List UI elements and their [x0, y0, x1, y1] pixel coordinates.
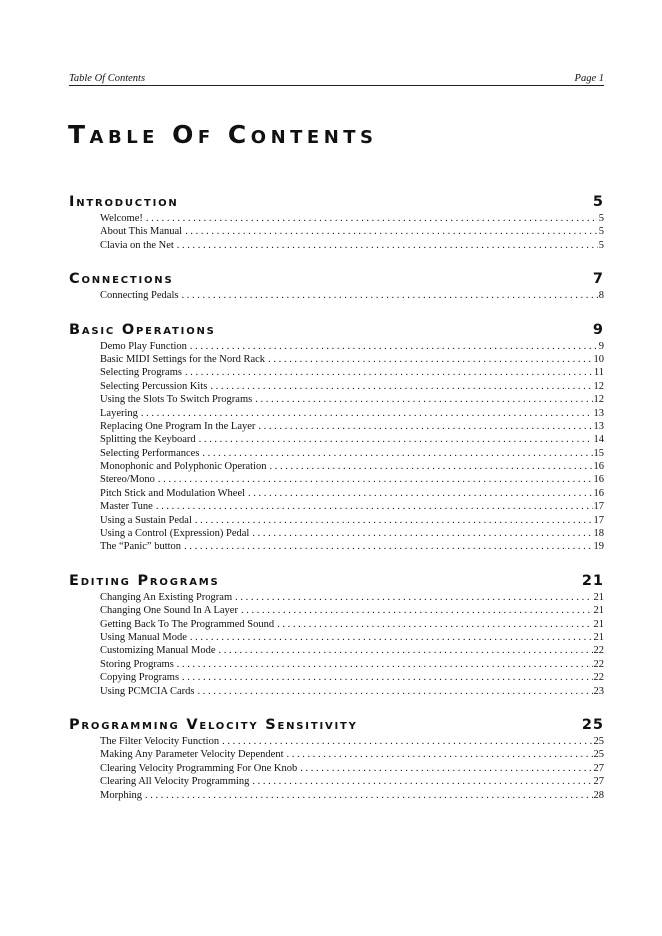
toc-section: [69, 193, 604, 252]
entry-page-number: 16: [593, 474, 604, 486]
section-heading[interactable]: [69, 321, 604, 340]
entry-label: Using a Sustain Pedal: [100, 514, 192, 526]
dot-leader: [252, 527, 592, 540]
entry-label: Connecting Pedals: [100, 290, 179, 302]
entry-label: Morphing: [100, 789, 142, 801]
entry-page-number: 25: [593, 749, 604, 761]
toc-entry[interactable]: [100, 366, 604, 379]
toc-section: [69, 270, 604, 302]
entry-page-number: 27: [593, 762, 604, 774]
entry-label: Using a Control (Expression) Pedal: [100, 528, 250, 540]
dot-leader: [235, 591, 592, 604]
dot-leader: [199, 433, 593, 446]
toc-entry[interactable]: [100, 473, 604, 486]
dot-leader: [190, 631, 593, 644]
section-title: Programming Velocity Sensitivity: [69, 716, 358, 733]
entry-label: Welcome!: [100, 213, 143, 224]
table-of-contents: [69, 193, 604, 820]
dot-leader: [222, 735, 592, 748]
entry-page-number: 12: [593, 380, 604, 392]
dot-leader: [177, 658, 593, 671]
entry-page-number: 21: [593, 618, 604, 630]
dot-leader: [181, 289, 597, 302]
dot-leader: [177, 239, 598, 252]
toc-entry[interactable]: [100, 353, 604, 366]
toc-entry[interactable]: [100, 447, 604, 460]
entry-page-number: 21: [593, 605, 604, 617]
toc-entry[interactable]: [100, 393, 604, 406]
toc-entry[interactable]: [100, 500, 604, 513]
toc-entry[interactable]: [100, 420, 604, 433]
entry-page-number: 17: [593, 501, 604, 513]
section-heading[interactable]: [69, 716, 604, 735]
entry-label: Selecting Percussion Kits: [100, 380, 208, 392]
section-heading[interactable]: [69, 270, 604, 289]
toc-entry[interactable]: [100, 735, 604, 748]
toc-entry[interactable]: [100, 658, 604, 671]
entry-label: Getting Back To The Programmed Sound: [100, 618, 275, 630]
entry-page-number: 5: [598, 239, 604, 251]
toc-entry[interactable]: [100, 212, 604, 225]
toc-entry[interactable]: [100, 487, 604, 500]
toc-entry[interactable]: [100, 289, 604, 302]
entry-label: Changing One Sound In A Layer: [100, 605, 238, 617]
entry-label: Changing An Existing Program: [100, 591, 233, 603]
entry-label: Pitch Stick and Modulation Wheel: [100, 487, 246, 499]
entry-page-number: 22: [593, 672, 604, 684]
dot-leader: [141, 407, 593, 420]
entry-page-number: 13: [593, 407, 604, 419]
section-page-number: 9: [592, 321, 604, 338]
page-header: [69, 73, 604, 86]
toc-entry[interactable]: [100, 789, 604, 802]
entry-page-number: 21: [593, 631, 604, 643]
entry-page-number: 23: [593, 685, 604, 697]
page-title: Table Of Contents: [68, 120, 378, 149]
toc-section: [69, 321, 604, 554]
dot-leader: [182, 671, 592, 684]
toc-entry[interactable]: [100, 631, 604, 644]
toc-entry[interactable]: [100, 685, 604, 698]
section-title: Connections: [69, 271, 174, 288]
entry-label: Making Any Parameter Velocity Dependent: [100, 749, 284, 761]
entry-label: Monophonic and Polyphonic Operation: [100, 461, 267, 473]
toc-entry[interactable]: [100, 671, 604, 684]
toc-entry[interactable]: [100, 527, 604, 540]
toc-entry[interactable]: [100, 380, 604, 393]
dot-leader: [158, 473, 593, 486]
entry-page-number: 12: [593, 394, 604, 406]
entry-page-number: 5: [598, 226, 604, 238]
toc-entry[interactable]: [100, 604, 604, 617]
entry-label: Layering: [100, 407, 138, 419]
section-title: Basic Operations: [69, 321, 216, 338]
toc-entry[interactable]: [100, 340, 604, 353]
dot-leader: [219, 644, 593, 657]
dot-leader: [255, 393, 592, 406]
entry-label: Selecting Programs: [100, 367, 182, 379]
dot-leader: [185, 366, 593, 379]
dot-leader: [248, 487, 592, 500]
entry-page-number: 17: [593, 514, 604, 526]
entry-page-number: 16: [593, 487, 604, 499]
entry-label: Using PCMCIA Cards: [100, 685, 195, 697]
dot-leader: [210, 380, 592, 393]
toc-section: [69, 716, 604, 802]
dot-leader: [184, 540, 592, 553]
section-heading[interactable]: [69, 193, 604, 212]
entry-page-number: 13: [593, 420, 604, 432]
entry-label: Stereo/Mono: [100, 474, 155, 486]
toc-entry[interactable]: [100, 514, 604, 527]
header-page-number: Page 1: [574, 73, 604, 84]
section-page-number: 5: [592, 194, 604, 210]
entry-page-number: 11: [593, 367, 604, 379]
dot-leader: [145, 789, 593, 802]
entry-page-number: 21: [593, 591, 604, 603]
entry-page-number: 15: [593, 447, 604, 459]
entry-page-number: 8: [598, 290, 604, 302]
header-section-title: Table Of Contents: [69, 73, 146, 84]
entry-label: Basic MIDI Settings for the Nord Rack: [100, 353, 266, 365]
dot-leader: [287, 748, 593, 761]
dot-leader: [202, 447, 592, 460]
dot-leader: [268, 353, 592, 366]
toc-entry[interactable]: [100, 591, 604, 604]
dot-leader: [156, 500, 593, 513]
section-title: Introduction: [69, 194, 179, 210]
dot-leader: [146, 212, 598, 225]
section-heading[interactable]: [69, 572, 604, 591]
entry-page-number: 28: [593, 789, 604, 801]
entry-page-number: 25: [593, 735, 604, 747]
toc-entry[interactable]: [100, 618, 604, 631]
entry-page-number: 22: [593, 645, 604, 657]
entry-label: Customizing Manual Mode: [100, 645, 216, 657]
dot-leader: [300, 762, 592, 775]
dot-leader: [258, 420, 592, 433]
section-page-number: 25: [581, 716, 604, 733]
toc-section: [69, 572, 604, 698]
entry-page-number: 18: [593, 528, 604, 540]
entry-label: Clearing Velocity Programming For One Knob: [100, 762, 298, 774]
dot-leader: [185, 225, 598, 238]
entry-page-number: 9: [598, 340, 604, 352]
entry-label: Splitting the Keyboard: [100, 434, 196, 446]
toc-entry[interactable]: [100, 748, 604, 761]
toc-entry[interactable]: [100, 775, 604, 788]
dot-leader: [252, 775, 592, 788]
entry-page-number: 14: [593, 434, 604, 446]
toc-entry[interactable]: [100, 644, 604, 657]
toc-entry[interactable]: [100, 540, 604, 553]
section-title: Editing Programs: [69, 572, 220, 589]
toc-entry[interactable]: [100, 433, 604, 446]
entry-label: Replacing One Program In the Layer: [100, 420, 256, 432]
entry-label: Copying Programs: [100, 672, 180, 684]
toc-entry[interactable]: [100, 239, 604, 252]
entry-page-number: 22: [593, 658, 604, 670]
entry-label: The “Panic” button: [100, 541, 182, 553]
toc-entry[interactable]: [100, 225, 604, 238]
entry-label: Clearing All Velocity Programming: [100, 776, 250, 788]
toc-entry[interactable]: [100, 762, 604, 775]
dot-leader: [198, 685, 593, 698]
entry-label: About This Manual: [100, 226, 183, 238]
toc-entry[interactable]: [100, 460, 604, 473]
dot-leader: [277, 618, 592, 631]
entry-page-number: 27: [593, 776, 604, 788]
dot-leader: [190, 340, 598, 353]
entry-label: Clavia on the Net: [100, 239, 174, 251]
entry-label: Using the Slots To Switch Programs: [100, 394, 253, 406]
entry-page-number: 19: [593, 541, 604, 553]
entry-page-number: 10: [593, 353, 604, 365]
dot-leader: [270, 460, 593, 473]
toc-entry[interactable]: [100, 407, 604, 420]
entry-label: Storing Programs: [100, 658, 174, 670]
section-page-number: 7: [592, 271, 604, 288]
dot-leader: [195, 514, 593, 527]
section-page-number: 21: [581, 572, 604, 589]
entry-label: Using Manual Mode: [100, 631, 187, 643]
entry-label: Master Tune: [100, 501, 153, 513]
entry-label: Selecting Performances: [100, 447, 200, 459]
entry-page-number: 5: [598, 213, 604, 224]
dot-leader: [241, 604, 593, 617]
entry-page-number: 16: [593, 461, 604, 473]
entry-label: The Filter Velocity Function: [100, 735, 220, 747]
entry-label: Demo Play Function: [100, 340, 187, 352]
